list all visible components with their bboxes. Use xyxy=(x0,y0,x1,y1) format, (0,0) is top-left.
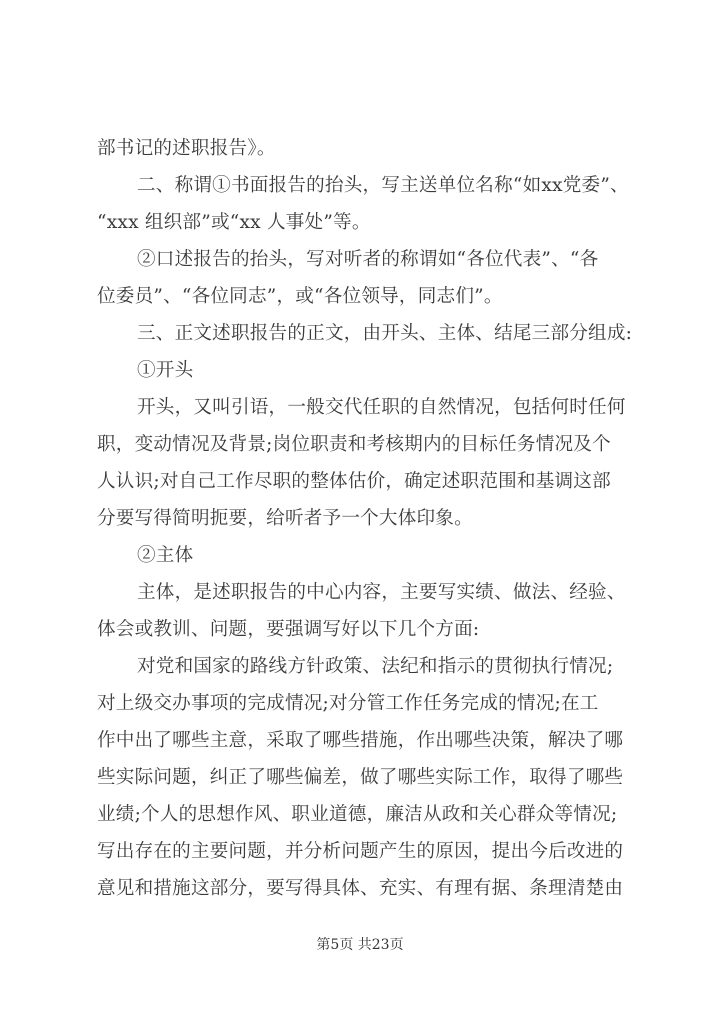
text-line: 意见和措施这部分，要写得具体、充实、有理有据、条理清楚由 xyxy=(97,878,624,899)
text-line: 主体，是述职报告的中心内容，主要写实绩、做法、经验、 xyxy=(137,582,626,603)
document-body xyxy=(97,130,637,907)
text-line: 作中出了哪些主意，采取了哪些措施，作出哪些决策，解决了哪 xyxy=(97,730,624,751)
text-line: 人认识;对自己工作尽职的整体估价，确定述职范围和基调这部 xyxy=(97,471,611,492)
text-line: 业绩;个人的思想作风、职业道德，廉洁从政和关心群众等情况; xyxy=(97,804,618,825)
text-line: 些实际问题，纠正了哪些偏差，做了哪些实际工作，取得了哪些 xyxy=(97,767,624,788)
text-line: 部书记的述职报告》。 xyxy=(97,138,276,159)
text-line: “xxx 组织部”或“xx 人事处”等。 xyxy=(97,212,371,233)
text-line: 体会或教训、问题，要强调写好以下几个方面: xyxy=(97,619,480,640)
text-line: 职，变动情况及背景;岗位职责和考核期内的目标任务情况及个 xyxy=(97,434,611,455)
text-line: ①开头 xyxy=(137,360,194,381)
text-line: 对上级交办事项的完成情况;对分管工作任务完成的情况;在工 xyxy=(97,693,599,714)
text-line: 位委员”、“各位同志”，或“各位领导，同志们”。 xyxy=(97,286,503,307)
text-line: 对党和国家的路线方针政策、法纪和指示的贯彻执行情况; xyxy=(137,656,614,677)
text-line: 开头，又叫引语，一般交代任职的自然情况，包括何时任何 xyxy=(137,397,626,418)
text-line: 写出存在的主要问题，并分析问题产生的原因，提出今后改进的 xyxy=(97,841,624,862)
text-line: 分要写得简明扼要，给听者予一个大体印象。 xyxy=(97,508,473,529)
text-line: 二、称谓①书面报告的抬头，写主送单位名称“如xx党委”、 xyxy=(137,175,629,196)
text-line: ②口述报告的抬头，写对听者的称谓如“各位代表”、“各 xyxy=(137,249,599,270)
text-line: ②主体 xyxy=(137,545,194,566)
text-line: 三、正文述职报告的正文，由开头、主体、结尾三部分组成: xyxy=(137,323,633,344)
page-footer: 第5页 共23页 xyxy=(316,937,404,953)
